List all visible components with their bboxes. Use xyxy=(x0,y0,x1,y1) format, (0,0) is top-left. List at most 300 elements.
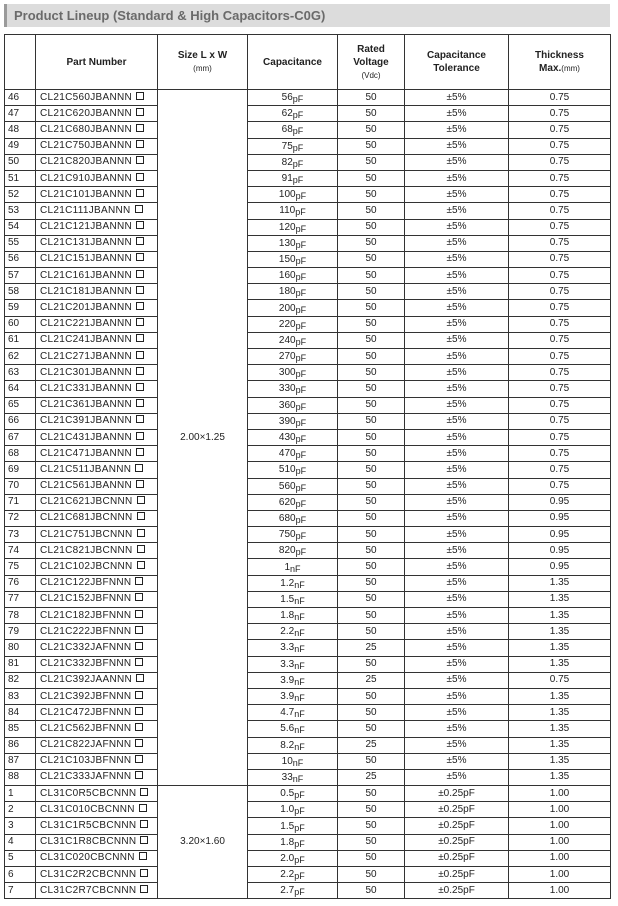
checkbox-square-icon xyxy=(135,642,143,650)
table-row xyxy=(5,543,611,559)
table-row xyxy=(5,786,611,802)
row-number: 76 xyxy=(5,575,36,591)
capacitance-cell xyxy=(248,332,338,348)
capacitance-cell xyxy=(248,737,338,753)
table-row xyxy=(5,365,611,381)
rated-voltage-cell: 50 xyxy=(338,187,405,203)
rated-voltage-cell: 50 xyxy=(338,818,405,834)
capacitance-value: 150 xyxy=(278,253,296,265)
tolerance-cell: ±5% xyxy=(405,300,509,316)
capacitance-cell xyxy=(248,802,338,818)
capacitance-value: 820 xyxy=(278,545,296,557)
part-number xyxy=(36,332,158,348)
capacitance-unit: pF xyxy=(295,239,307,250)
part-number-text: CL21C561JBANNN xyxy=(40,480,133,492)
thickness-cell: 0.75 xyxy=(509,268,611,284)
checkbox-square-icon xyxy=(136,140,144,148)
table-row xyxy=(5,122,611,138)
part-number-text: CL21C392JBFNNN xyxy=(40,690,132,702)
thickness-cell: 1.35 xyxy=(509,608,611,624)
product-lineup-table xyxy=(4,34,611,899)
capacitance-unit: pF xyxy=(292,175,304,186)
part-number xyxy=(36,640,158,656)
checkbox-square-icon xyxy=(136,253,144,261)
rated-voltage-cell: 50 xyxy=(338,446,405,462)
rated-voltage-cell: 50 xyxy=(338,316,405,332)
table-row xyxy=(5,818,611,834)
capacitance-unit: pF xyxy=(294,806,305,817)
capacitance-value: 390 xyxy=(278,415,296,427)
capacitance-cell xyxy=(248,235,338,251)
checkbox-square-icon xyxy=(137,561,145,569)
checkbox-square-icon xyxy=(136,432,144,440)
capacitance-value: 3.9 xyxy=(280,691,295,703)
part-number xyxy=(36,251,158,267)
capacitance-unit: pF xyxy=(295,191,307,202)
thickness-cell: 0.75 xyxy=(509,446,611,462)
checkbox-square-icon xyxy=(136,221,144,229)
part-number-text: CL21C161JBANNN xyxy=(40,269,133,281)
row-number: 77 xyxy=(5,591,36,607)
capacitance-cell xyxy=(248,721,338,737)
part-number xyxy=(36,672,158,688)
part-number xyxy=(36,543,158,559)
thickness-cell: 0.75 xyxy=(509,381,611,397)
checkbox-square-icon xyxy=(135,707,143,715)
capacitance-value: 5.6 xyxy=(280,723,295,735)
table-row xyxy=(5,494,611,510)
table-row xyxy=(5,850,611,866)
tolerance-cell: ±5% xyxy=(405,688,509,704)
capacitance-value: 0.5 xyxy=(280,788,295,800)
rated-voltage-cell: 50 xyxy=(338,802,405,818)
rated-voltage-cell: 50 xyxy=(338,170,405,186)
thickness-cell: 1.35 xyxy=(509,737,611,753)
capacitance-value: 200 xyxy=(278,302,296,314)
thickness-cell: 1.35 xyxy=(509,753,611,769)
rated-voltage-cell: 50 xyxy=(338,268,405,284)
part-number xyxy=(36,219,158,235)
part-number-text: CL21C680JBANNN xyxy=(40,123,133,135)
table-row xyxy=(5,510,611,526)
table-row xyxy=(5,867,611,883)
row-number: 59 xyxy=(5,300,36,316)
part-number xyxy=(36,300,158,316)
checkbox-square-icon xyxy=(136,415,144,423)
part-number-text: CL21C122JBFNNN xyxy=(40,577,132,589)
rated-voltage-cell: 50 xyxy=(338,608,405,624)
table-row xyxy=(5,721,611,737)
capacitance-unit: pF xyxy=(295,531,307,542)
capacitance-value: 470 xyxy=(278,448,296,460)
tolerance-cell: ±5% xyxy=(405,251,509,267)
capacitance-value: 33 xyxy=(281,771,293,783)
thickness-cell: 0.75 xyxy=(509,251,611,267)
table-row xyxy=(5,705,611,721)
checkbox-square-icon xyxy=(136,173,144,181)
part-number-text: CL21C361JBANNN xyxy=(40,399,133,411)
tolerance-cell: ±5% xyxy=(405,316,509,332)
thickness-cell: 0.75 xyxy=(509,478,611,494)
thickness-cell: 1.00 xyxy=(509,802,611,818)
checkbox-square-icon xyxy=(137,529,145,537)
tolerance-cell: ±5% xyxy=(405,365,509,381)
row-number: 61 xyxy=(5,332,36,348)
row-number: 68 xyxy=(5,446,36,462)
part-number-text: CL21C511JBANNN xyxy=(40,463,132,475)
table-row xyxy=(5,300,611,316)
part-number-text: CL21C152JBFNNN xyxy=(40,593,132,605)
capacitance-unit: pF xyxy=(295,288,307,299)
capacitance-value: 2.2 xyxy=(280,626,295,638)
part-number xyxy=(36,769,158,785)
part-number-text: CL21C681JBCNNN xyxy=(40,512,133,524)
part-number xyxy=(36,413,158,429)
capacitance-unit: nF xyxy=(294,628,305,639)
rated-voltage-cell: 50 xyxy=(338,462,405,478)
row-number: 65 xyxy=(5,397,36,413)
capacitance-value: 560 xyxy=(278,480,296,492)
capacitance-cell xyxy=(248,688,338,704)
part-number xyxy=(36,802,158,818)
part-number-text: CL21C910JBANNN xyxy=(40,172,133,184)
part-number xyxy=(36,349,158,365)
capacitance-unit: pF xyxy=(295,417,307,428)
rated-voltage-cell: 50 xyxy=(338,106,405,122)
rated-voltage-cell: 50 xyxy=(338,138,405,154)
tolerance-cell: ±5% xyxy=(405,478,509,494)
tolerance-cell: ±5% xyxy=(405,510,509,526)
part-number-text: CL21C621JBCNNN xyxy=(40,496,133,508)
part-number xyxy=(36,575,158,591)
table-row xyxy=(5,527,611,543)
capacitance-cell xyxy=(248,527,338,543)
part-number xyxy=(36,786,158,802)
capacitance-value: 10 xyxy=(281,755,293,767)
table-row xyxy=(5,203,611,219)
part-number-text: CL21C472JBFNNN xyxy=(40,706,132,718)
tolerance-cell: ±5% xyxy=(405,462,509,478)
capacitance-value: 130 xyxy=(278,237,296,249)
rated-voltage-cell: 25 xyxy=(338,737,405,753)
capacitance-cell xyxy=(248,187,338,203)
rated-voltage-cell: 50 xyxy=(338,624,405,640)
table-row xyxy=(5,154,611,170)
capacitance-cell xyxy=(248,154,338,170)
rated-voltage-cell: 50 xyxy=(338,122,405,138)
rated-voltage-cell: 50 xyxy=(338,251,405,267)
row-number: 52 xyxy=(5,187,36,203)
capacitance-value: 100 xyxy=(278,189,296,201)
part-number-text: CL21C333JAFNNN xyxy=(40,771,132,783)
capacitance-cell xyxy=(248,834,338,850)
checkbox-square-icon xyxy=(136,351,144,359)
capacitance-unit: nF xyxy=(294,612,305,623)
tolerance-cell: ±5% xyxy=(405,122,509,138)
capacitance-value: 680 xyxy=(278,512,296,524)
tolerance-cell: ±0.25pF xyxy=(405,786,509,802)
table-row xyxy=(5,106,611,122)
size-cell: 2.00×1.25 xyxy=(158,90,248,786)
capacitance-unit: pF xyxy=(295,547,307,558)
table-header xyxy=(5,35,611,90)
rated-voltage-cell: 25 xyxy=(338,672,405,688)
tolerance-cell: ±5% xyxy=(405,381,509,397)
part-number xyxy=(36,559,158,575)
tolerance-cell: ±5% xyxy=(405,769,509,785)
rated-voltage-cell: 50 xyxy=(338,850,405,866)
thickness-cell: 1.35 xyxy=(509,575,611,591)
thickness-cell: 0.75 xyxy=(509,187,611,203)
row-number: 86 xyxy=(5,737,36,753)
capacitance-value: 1.5 xyxy=(280,820,295,832)
part-number-text: CL21C103JBFNNN xyxy=(40,755,132,767)
part-number xyxy=(36,235,158,251)
thickness-cell: 0.75 xyxy=(509,672,611,688)
capacitance-unit: nF xyxy=(294,644,305,655)
capacitance-unit: nF xyxy=(294,660,305,671)
part-number-text: CL21C822JAFNNN xyxy=(40,739,132,751)
checkbox-square-icon xyxy=(136,367,144,375)
part-number xyxy=(36,883,158,899)
capacitance-value: 1.2 xyxy=(280,577,295,589)
part-number xyxy=(36,494,158,510)
part-number xyxy=(36,867,158,883)
capacitance-value: 1.0 xyxy=(280,804,295,816)
capacitance-unit: pF xyxy=(295,353,307,364)
checkbox-square-icon xyxy=(136,302,144,310)
table-row xyxy=(5,187,611,203)
thickness-cell: 0.75 xyxy=(509,429,611,445)
thickness-cell: 0.95 xyxy=(509,543,611,559)
capacitance-value: 300 xyxy=(278,367,296,379)
capacitance-cell xyxy=(248,284,338,300)
capacitance-value: 1.5 xyxy=(280,593,295,605)
tolerance-cell: ±0.25pF xyxy=(405,802,509,818)
rated-voltage-cell: 50 xyxy=(338,543,405,559)
thickness-cell: 0.75 xyxy=(509,106,611,122)
part-number xyxy=(36,510,158,526)
capacitance-unit: pF xyxy=(295,450,307,461)
rated-voltage-cell: 50 xyxy=(338,705,405,721)
thickness-cell: 1.35 xyxy=(509,769,611,785)
capacitance-cell xyxy=(248,429,338,445)
capacitance-cell xyxy=(248,106,338,122)
capacitance-cell xyxy=(248,365,338,381)
capacitance-value: 620 xyxy=(278,496,296,508)
thickness-cell: 0.75 xyxy=(509,138,611,154)
header-capacitance: Capacitance xyxy=(248,35,338,90)
rated-voltage-cell: 50 xyxy=(338,365,405,381)
capacitance-unit: nF xyxy=(292,773,304,784)
thickness-cell: 0.75 xyxy=(509,332,611,348)
row-number: 73 xyxy=(5,527,36,543)
capacitance-cell xyxy=(248,559,338,575)
table-row xyxy=(5,769,611,785)
capacitance-unit: pF xyxy=(295,336,307,347)
part-number xyxy=(36,397,158,413)
table-row xyxy=(5,672,611,688)
thickness-cell: 0.75 xyxy=(509,203,611,219)
part-number xyxy=(36,268,158,284)
part-number-text: CL21C560JBANNN xyxy=(40,91,133,103)
table-row xyxy=(5,656,611,672)
row-number: 54 xyxy=(5,219,36,235)
part-number-text: CL21C332JBFNNN xyxy=(40,658,132,670)
capacitance-unit: pF xyxy=(295,255,307,266)
part-number-text: CL21C471JBANNN xyxy=(40,447,133,459)
part-number-text: CL31C0R5CBCNNN xyxy=(40,787,137,799)
tolerance-cell: ±5% xyxy=(405,138,509,154)
capacitance-value: 91 xyxy=(281,173,293,185)
capacitance-value: 160 xyxy=(278,270,296,282)
rated-voltage-cell: 50 xyxy=(338,332,405,348)
rated-voltage-cell: 50 xyxy=(338,219,405,235)
checkbox-square-icon xyxy=(136,156,144,164)
tolerance-cell: ±0.25pF xyxy=(405,867,509,883)
checkbox-square-icon xyxy=(136,108,144,116)
row-number: 69 xyxy=(5,462,36,478)
rated-voltage-cell: 50 xyxy=(338,429,405,445)
checkbox-square-icon xyxy=(140,836,148,844)
thickness-cell: 0.75 xyxy=(509,349,611,365)
capacitance-unit: nF xyxy=(290,563,301,574)
part-number xyxy=(36,203,158,219)
table-row xyxy=(5,802,611,818)
capacitance-cell xyxy=(248,867,338,883)
capacitance-unit: nF xyxy=(294,693,305,704)
row-number: 56 xyxy=(5,251,36,267)
checkbox-square-icon xyxy=(135,691,143,699)
part-number-text: CL21C221JBANNN xyxy=(40,318,133,330)
part-number-text: CL21C131JBANNN xyxy=(40,237,133,249)
rated-voltage-cell: 50 xyxy=(338,688,405,704)
row-number: 47 xyxy=(5,106,36,122)
rated-voltage-cell: 25 xyxy=(338,640,405,656)
capacitance-cell xyxy=(248,705,338,721)
section-title-bar xyxy=(4,4,610,27)
tolerance-cell: ±5% xyxy=(405,268,509,284)
capacitance-cell xyxy=(248,640,338,656)
checkbox-square-icon xyxy=(137,512,145,520)
table-row xyxy=(5,235,611,251)
checkbox-square-icon xyxy=(135,626,143,634)
capacitance-unit: pF xyxy=(295,369,307,380)
capacitance-unit: pF xyxy=(295,207,306,218)
table-row xyxy=(5,624,611,640)
tolerance-cell: ±5% xyxy=(405,219,509,235)
capacitance-value: 3.3 xyxy=(280,642,295,654)
part-number-text: CL21C750JBANNN xyxy=(40,140,133,152)
table-row xyxy=(5,429,611,445)
rated-voltage-cell: 50 xyxy=(338,786,405,802)
capacitance-value: 68 xyxy=(281,124,293,136)
table-row xyxy=(5,138,611,154)
part-number-text: CL21C201JBANNN xyxy=(40,302,133,314)
row-number: 46 xyxy=(5,90,36,106)
rated-voltage-cell: 50 xyxy=(338,494,405,510)
row-number: 55 xyxy=(5,235,36,251)
tolerance-cell: ±5% xyxy=(405,640,509,656)
capacitance-unit: pF xyxy=(294,887,305,898)
row-number: 51 xyxy=(5,170,36,186)
row-number: 71 xyxy=(5,494,36,510)
capacitance-value: 2.7 xyxy=(280,885,295,897)
tolerance-cell: ±5% xyxy=(405,170,509,186)
capacitance-value: 8.2 xyxy=(280,739,295,751)
checkbox-square-icon xyxy=(136,286,144,294)
table-row xyxy=(5,332,611,348)
row-number: 63 xyxy=(5,365,36,381)
part-number-text: CL31C2R7CBCNNN xyxy=(40,884,137,896)
row-number: 66 xyxy=(5,413,36,429)
capacitance-unit: pF xyxy=(295,320,307,331)
rated-voltage-cell: 50 xyxy=(338,656,405,672)
capacitance-unit: pF xyxy=(294,854,305,865)
size-cell: 3.20×1.60 xyxy=(158,786,248,899)
tolerance-cell: ±5% xyxy=(405,527,509,543)
checkbox-square-icon xyxy=(136,237,144,245)
capacitance-unit: pF xyxy=(295,514,307,525)
capacitance-value: 1.8 xyxy=(280,610,295,622)
part-number xyxy=(36,154,158,170)
capacitance-cell xyxy=(248,170,338,186)
tolerance-cell: ±5% xyxy=(405,106,509,122)
capacitance-value: 120 xyxy=(278,221,296,233)
row-number: 87 xyxy=(5,753,36,769)
capacitance-cell xyxy=(248,494,338,510)
row-number: 7 xyxy=(5,883,36,899)
tolerance-cell: ±0.25pF xyxy=(405,818,509,834)
part-number xyxy=(36,624,158,640)
thickness-cell: 1.00 xyxy=(509,883,611,899)
checkbox-square-icon xyxy=(140,869,148,877)
row-number: 81 xyxy=(5,656,36,672)
row-number: 57 xyxy=(5,268,36,284)
part-number xyxy=(36,850,158,866)
capacitance-value: 56 xyxy=(281,92,293,104)
row-number: 64 xyxy=(5,381,36,397)
table-body xyxy=(5,90,611,899)
capacitance-cell xyxy=(248,413,338,429)
part-number xyxy=(36,138,158,154)
table-row xyxy=(5,753,611,769)
part-number-text: CL21C101JBANNN xyxy=(40,188,133,200)
capacitance-unit: nF xyxy=(294,676,305,687)
capacitance-unit: pF xyxy=(295,482,307,493)
tolerance-cell: ±5% xyxy=(405,154,509,170)
table-row xyxy=(5,591,611,607)
row-number: 88 xyxy=(5,769,36,785)
header-tolerance: Capacitance Tolerance xyxy=(405,35,509,90)
part-number xyxy=(36,429,158,445)
capacitance-cell xyxy=(248,478,338,494)
part-number xyxy=(36,446,158,462)
capacitance-cell xyxy=(248,251,338,267)
tolerance-cell: ±5% xyxy=(405,672,509,688)
rated-voltage-cell: 50 xyxy=(338,413,405,429)
tolerance-cell: ±5% xyxy=(405,575,509,591)
rated-voltage-cell: 50 xyxy=(338,397,405,413)
table-row xyxy=(5,640,611,656)
capacitance-unit: pF xyxy=(294,838,305,849)
checkbox-square-icon xyxy=(140,885,148,893)
capacitance-value: 330 xyxy=(278,383,296,395)
capacitance-cell xyxy=(248,624,338,640)
checkbox-square-icon xyxy=(135,755,143,763)
rated-voltage-cell: 50 xyxy=(338,721,405,737)
part-number xyxy=(36,721,158,737)
